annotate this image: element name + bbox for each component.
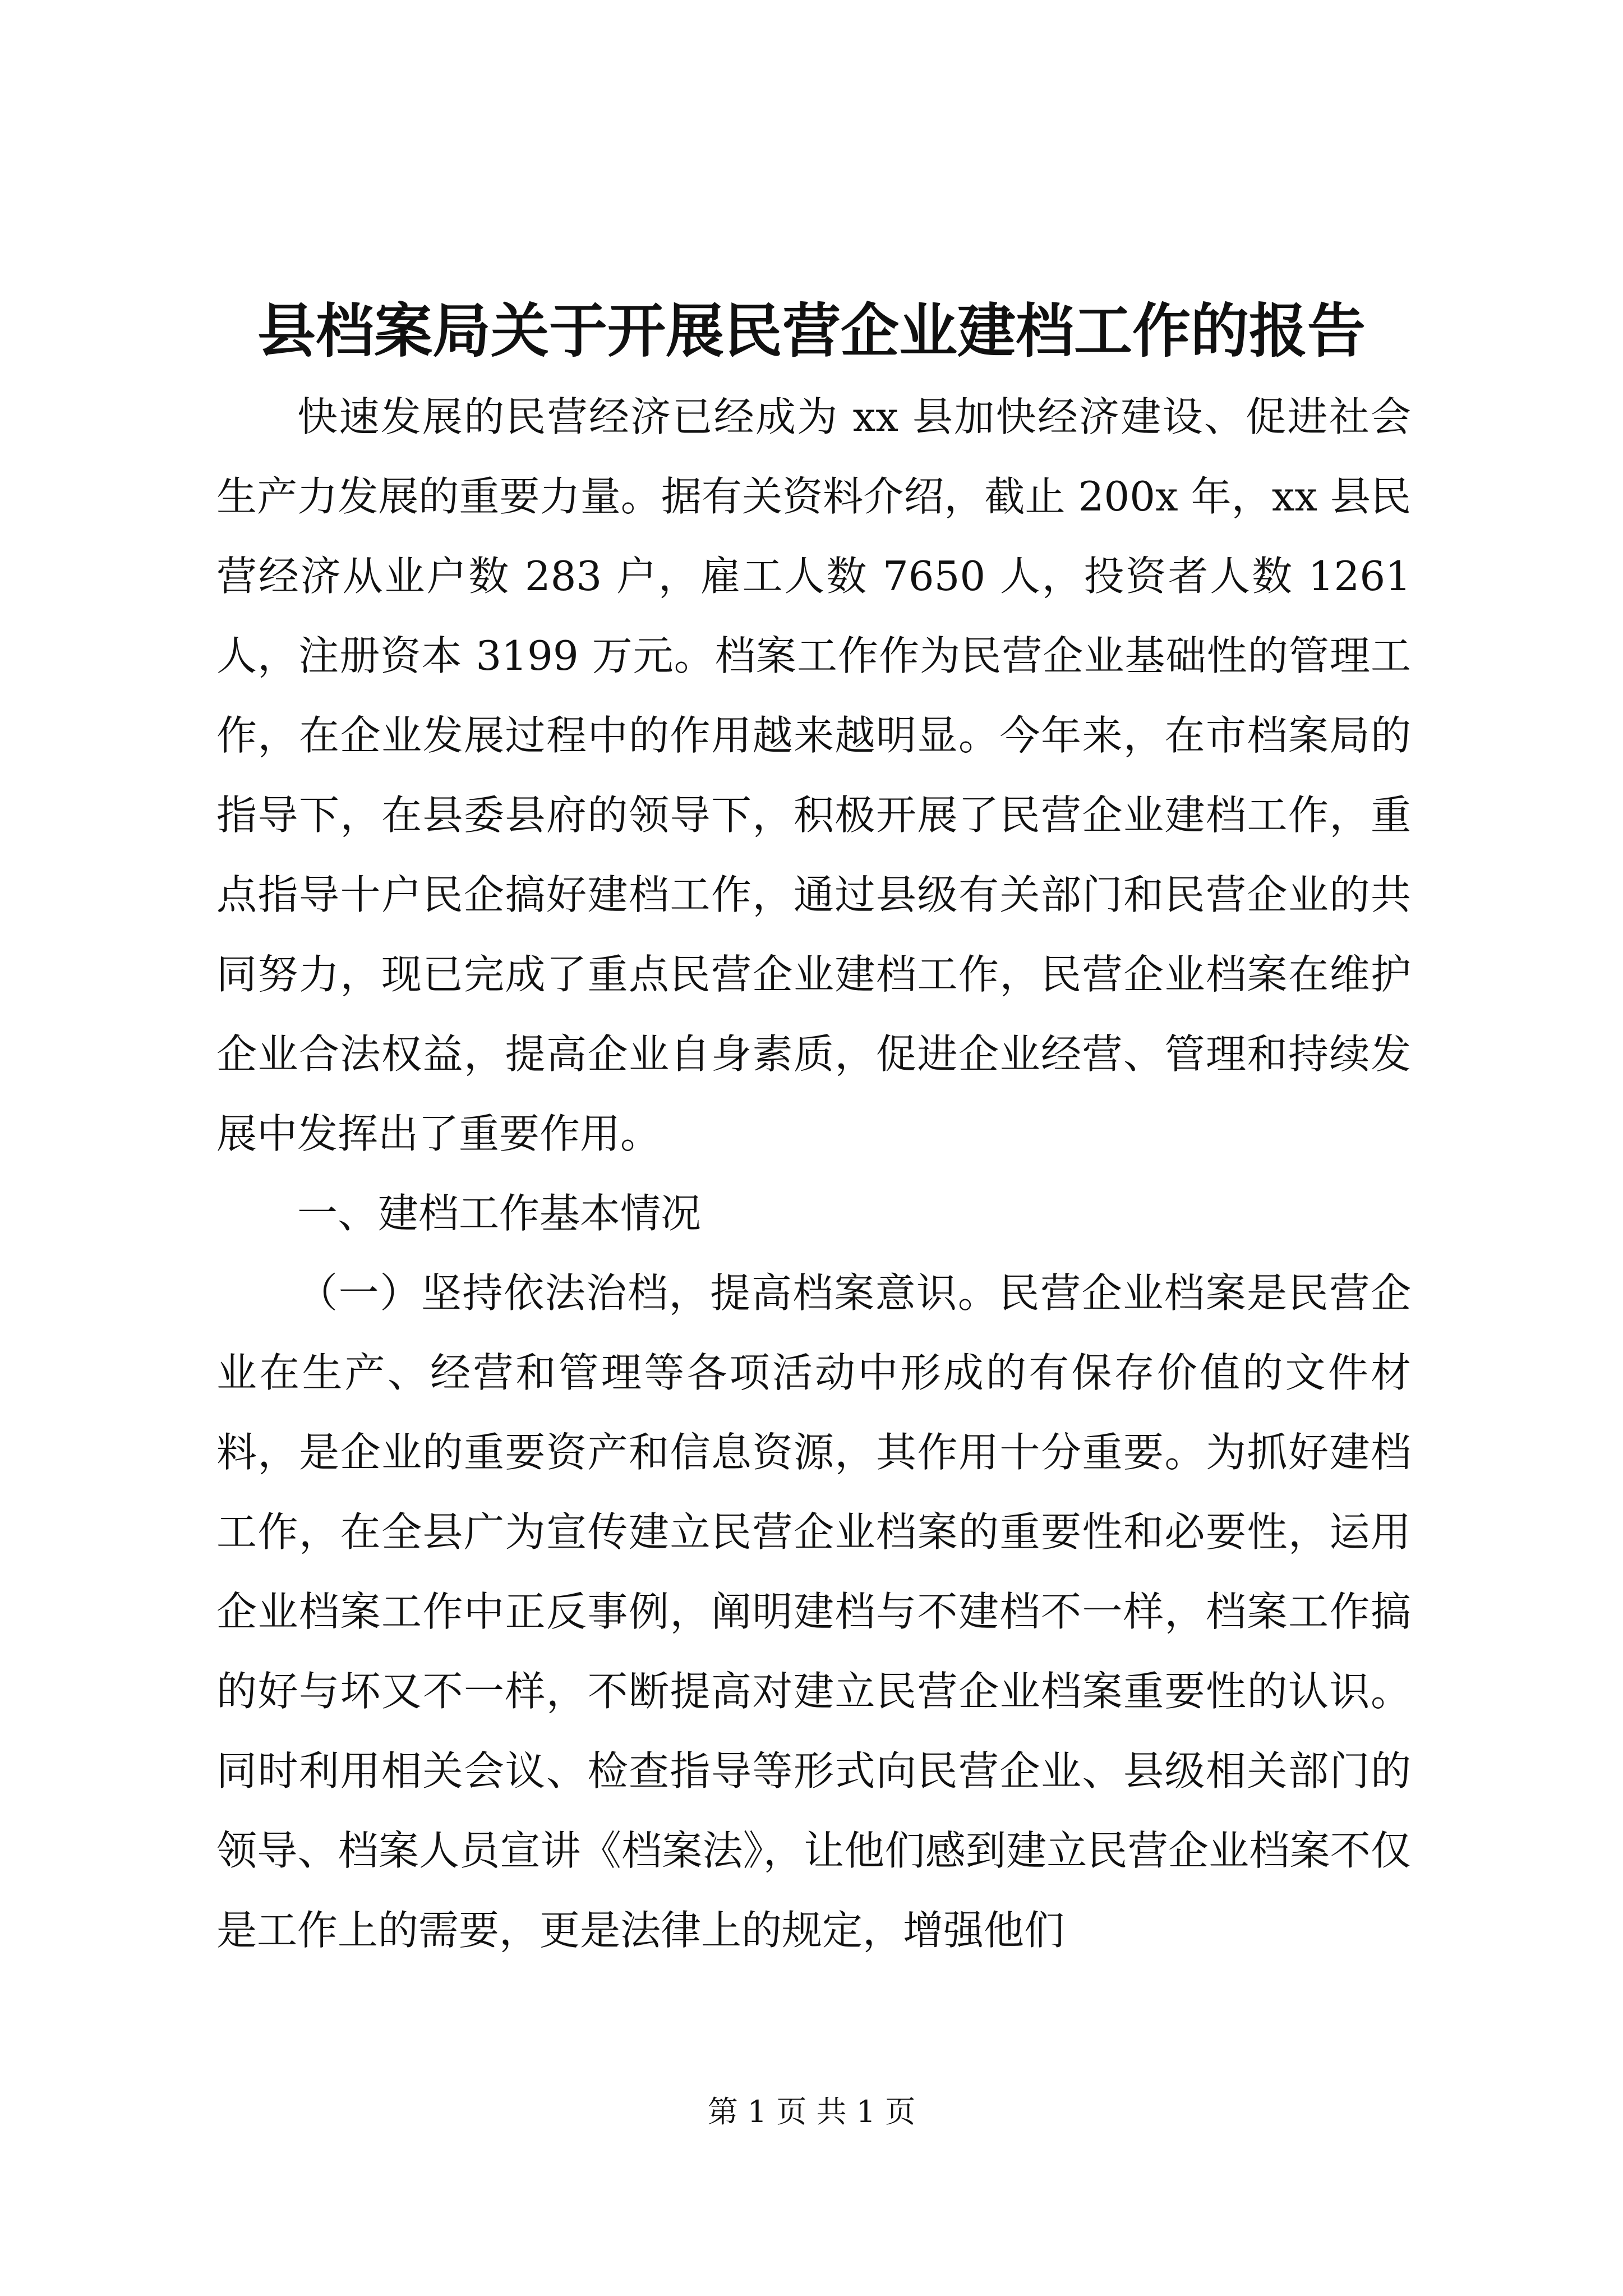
subsection-paragraph: （一）坚持依法治档，提高档案意识。民营企业档案是民营企业在生产、经营和管理等各项活动中形成的有保存价值的文件材料，是企业的重要资产和信息资源，其作用十分重要。为抓好建档工作，在全县广为宣传建立民营企业档案的重要性和必要性，运用企业档案工作中正反事例，阐明建档与不建档不一样，档案工作搞的好与坏又不一样，不断提高对建立民营企业档案重要性的认识。同时利用相关会议、检查指导等形式向民营企业、县级相关部门的领导、档案人员宣讲《档案法》，让他们感到建立民营企业档案不仅是工作上的需要，更是法律上的规定，增强他们: [216, 1269, 1411, 1954]
intro-paragraph: 快速发展的民营经济已经成为 xx 县加快经济建设、促进社会生产力发展的重要力量。据有关资料介绍，截止 200x 年，xx 县民营经济从业户数 283 户，雇工人数 7650 人，投资者人数 1261 人，注册资本 3199 万元。档案工作作为民营企业基础性的管理工作，在企业发展过程中的作用越来越明显。今年来，在市档案局的指导下，在县委县府的领导下，积极开展了民营企业建档工作，重点指导十户民企搞好建档工作，通过县级有关部门和民营企业的共同努力，现已完成了重点民营企业建档工作，民营企业档案在维护企业合法权益，提高企业自身素质，促进企业经营、管理和持续发展中发挥出了重要作用。: [216, 393, 1411, 1157]
document-body: [216, 377, 1411, 1970]
section-heading: 一、建档工作基本情况: [297, 1190, 702, 1237]
document-title: 县档案局关于开展民营企业建档工作的报告: [257, 296, 1366, 365]
page-footer: 第 1 页 共 1 页: [707, 2094, 916, 2129]
